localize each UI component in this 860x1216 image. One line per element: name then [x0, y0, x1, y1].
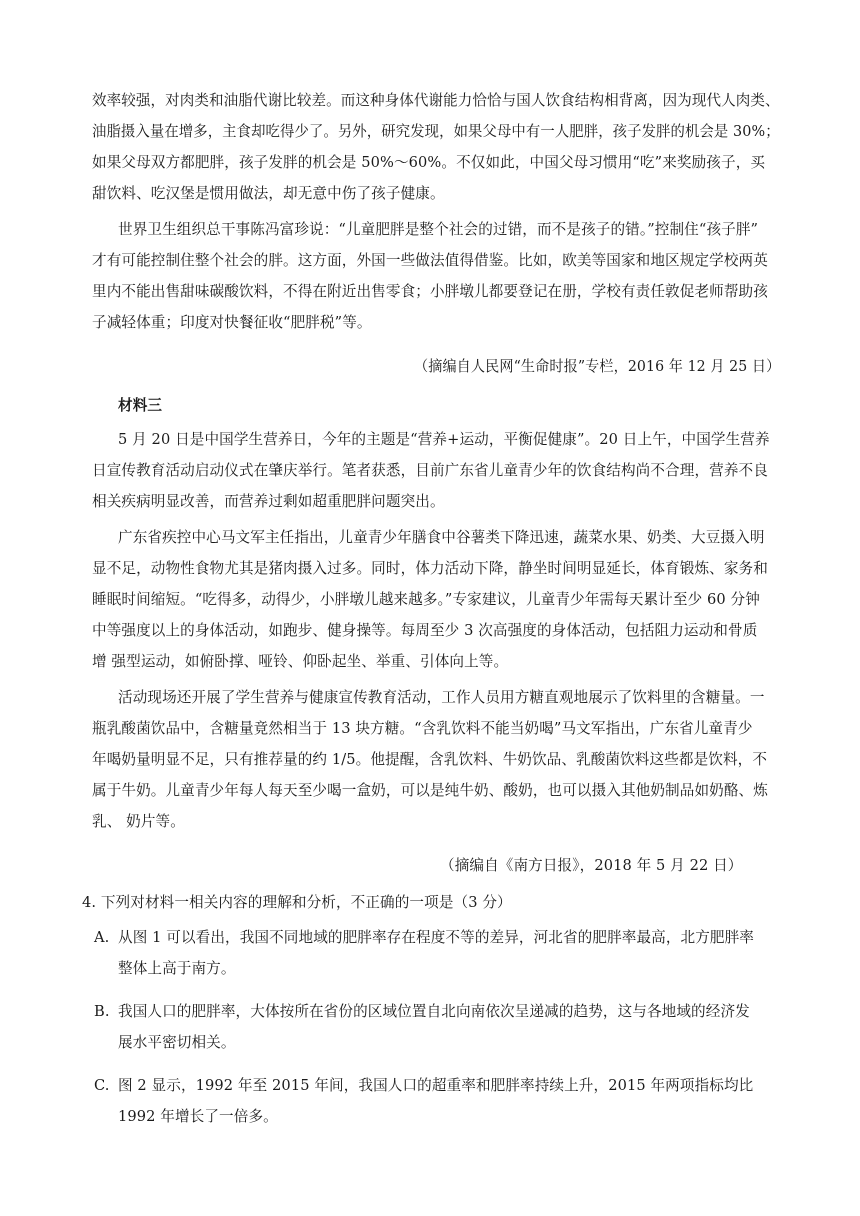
- option-text: 整体上高于南方。: [118, 960, 236, 977]
- paragraph-line: 子减轻体重；印度对快餐征收“肥胖税”等。: [92, 314, 372, 331]
- option-text: 展水平密切相关。: [118, 1034, 236, 1051]
- paragraph-line: 年喝奶量明显不足，只有推荐量的约 1/5。他提醒，含乳饮料、牛奶饮品、乳酸菌饮料这些都是饮料，不: [92, 751, 768, 768]
- option-text: 我国人口的肥胖率，大体按所在省份的区域位置自北向南依次呈递减的趋势，这与各地域的经济发: [118, 1003, 750, 1020]
- source-citation: （摘编自《南方日报》，2018 年 5 月 22 日）: [440, 857, 743, 874]
- paragraph-line: 才有可能控制住整个社会的胖。这方面，外国一些做法值得借鉴。比如，欧美等国家和地区规定学校两英: [92, 252, 768, 269]
- paragraph-line: 甜饮料、吃汉堡是惯用做法，却无意中伤了孩子健康。: [92, 185, 445, 202]
- paragraph-line: 显不足，动物性食物尤其是猪肉摄入过多。同时，体力活动下降，静坐时间明显延长，体育锻炼、家务和: [92, 560, 768, 577]
- paragraph-line: 广东省疾控中心马文军主任指出，儿童青少年膳食中谷薯类下降迅速，蔬菜水果、奶类、大豆摄入明: [118, 529, 765, 546]
- paragraph-line: 世界卫生组织总干事陈冯富珍说：“儿童肥胖是整个社会的过错，而不是孩子的错。”控制住“孩子胖”: [118, 221, 759, 238]
- paragraph-line: 如果父母双方都肥胖，孩子发胖的机会是 50%～60%。不仅如此，中国父母习惯用“吃”来奖励孩子，买: [92, 154, 766, 171]
- paragraph-line: 瓶乳酸菌饮品中，含糖量竟然相当于 13 块方糖。“含乳饮料不能当奶喝”马文军指出，广东省儿童青少: [92, 720, 753, 737]
- option-letter: A.: [94, 929, 110, 946]
- paragraph-line: 增 强型运动，如俯卧撑、哑铃、仰卧起坐、举重、引体向上等。: [92, 653, 509, 670]
- section-heading: 材料三: [118, 397, 163, 414]
- paragraph-line: 属于牛奶。儿童青少年每人每天至少喝一盒奶，可以是纯牛奶、酸奶，也可以摄入其他奶制品如奶酪、炼: [92, 782, 768, 799]
- paragraph-line: 效率较强，对肉类和油脂代谢比较差。而这种身体代谢能力恰恰与国人饮食结构相背离，因为现代人肉类、: [92, 92, 780, 109]
- paragraph-line: 油脂摄入量在增多，主食却吃得少了。另外，研究发现，如果父母中有一人肥胖，孩子发胖的机会是 30%；: [92, 123, 780, 140]
- option-letter: B.: [94, 1003, 110, 1020]
- option-text: 1992 年增长了一倍多。: [118, 1108, 278, 1125]
- paragraph-line: 乳、 奶片等。: [92, 813, 185, 830]
- source-citation: （摘编自人民网“生命时报”专栏，2016 年 12 月 25 日）: [414, 358, 781, 375]
- paragraph-line: 睡眠时间缩短。“吃得多，动得少，小胖墩儿越来越多。”专家建议，儿童青少年需每天累计至少 60 分钟: [92, 591, 760, 608]
- question-stem: 4. 下列对材料一相关内容的理解和分析，不正确的一项是（3 分）: [82, 894, 512, 911]
- paragraph-line: 中等强度以上的身体活动，如跑步、健身操等。每周至少 3 次高强度的身体活动，包括阻力运动和骨质: [92, 622, 758, 639]
- option-text: 图 2 显示，1992 年至 2015 年间，我国人口的超重率和肥胖率持续上升，2015 年两项指标均比: [118, 1077, 754, 1094]
- paragraph-line: 日宣传教育活动启动仪式在肇庆举行。笔者获悉，目前广东省儿童青少年的饮食结构尚不合理，营养不良: [92, 462, 768, 479]
- paragraph-line: 活动现场还开展了学生营养与健康宣传教育活动，工作人员用方糖直观地展示了饮料里的含糖量。一: [118, 689, 765, 706]
- option-text: 从图 1 可以看出，我国不同地域的肥胖率存在程度不等的差异，河北省的肥胖率最高，北方肥胖率: [118, 929, 755, 946]
- option-letter: C.: [94, 1077, 110, 1094]
- paragraph-line: 相关疾病明显改善，而营养过剩如超重肥胖问题突出。: [92, 493, 445, 510]
- paragraph-line: 里内不能出售甜味碳酸饮料，不得在附近出售零食；小胖墩儿都要登记在册，学校有责任敦促老师帮助孩: [92, 283, 768, 300]
- paragraph-line: 5 月 20 日是中国学生营养日，今年的主题是“营养+运动，平衡促健康”。20 日上午，中国学生营养: [118, 431, 770, 448]
